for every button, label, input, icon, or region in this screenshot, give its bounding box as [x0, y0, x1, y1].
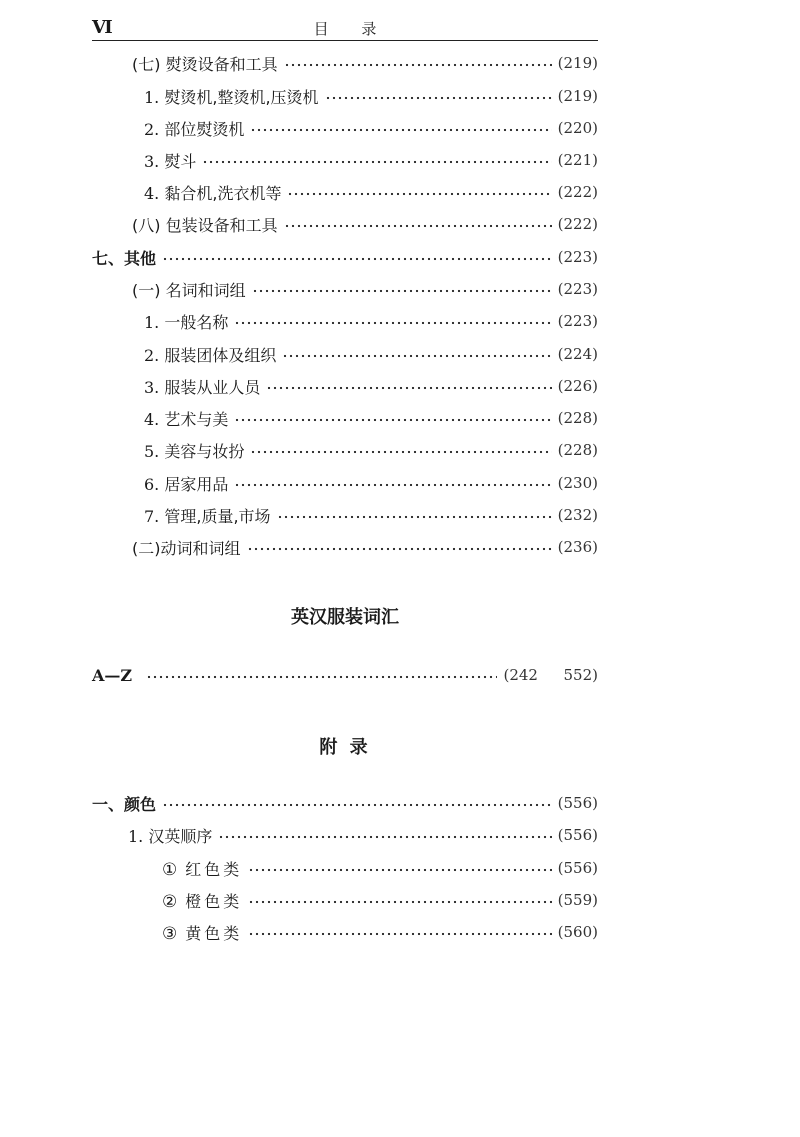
dot-leader — [284, 63, 552, 67]
dot-leader — [248, 868, 551, 872]
entry-page: (556) — [557, 794, 598, 812]
entry-page: (559) — [557, 891, 598, 909]
dot-leader — [252, 289, 552, 293]
entry-prefix: 5. — [144, 441, 160, 461]
entry-title: 黄色类 — [185, 923, 243, 943]
toc-entry[interactable] — [92, 115, 598, 141]
running-title: 目 录 — [313, 20, 391, 38]
entry-page: (222) — [557, 183, 598, 201]
toc-entry[interactable] — [92, 147, 598, 173]
entry-title: 其他 — [124, 248, 157, 268]
toc-entry[interactable] — [92, 919, 598, 945]
entry-page: (232) — [557, 506, 598, 524]
toc-entry[interactable] — [92, 211, 598, 237]
dot-leader — [287, 192, 551, 196]
page-header — [92, 16, 598, 41]
toc-entry[interactable] — [92, 887, 598, 913]
toc-entry[interactable] — [92, 502, 598, 528]
entry-title: 动词和词组 — [160, 538, 241, 558]
dot-leader — [234, 483, 551, 487]
dot-leader — [247, 547, 552, 551]
section-heading-vocabulary: 英汉服装词汇 — [291, 607, 399, 628]
entry-prefix: (七) — [132, 54, 161, 74]
entry-prefix: 3. — [144, 151, 160, 171]
entry-prefix: 七、 — [92, 248, 125, 268]
entry-title: 熨烫设备和工具 — [165, 54, 278, 74]
dot-leader — [250, 128, 551, 132]
entry-title: 橙色类 — [185, 891, 243, 911]
entry-title: 服装从业人员 — [164, 377, 261, 397]
entry-title: A—Z — [92, 665, 133, 685]
toc-entry[interactable] — [92, 822, 598, 848]
entry-title: 美容与妆扮 — [164, 441, 245, 461]
toc-entry[interactable] — [92, 534, 598, 560]
entry-title: 汉英顺序 — [148, 826, 213, 846]
entry-prefix: 6. — [144, 474, 160, 494]
dot-leader — [250, 450, 551, 454]
dot-leader — [234, 418, 551, 422]
dot-leader — [248, 900, 551, 904]
dot-leader — [202, 160, 551, 164]
entry-page: (230) — [557, 474, 598, 492]
entry-title: 熨斗 — [164, 151, 197, 171]
dot-leader — [284, 224, 552, 228]
entry-page: (560) — [557, 923, 598, 941]
entry-prefix: 4. — [144, 409, 160, 429]
entry-prefix: 1. — [128, 826, 144, 846]
toc-entry[interactable] — [92, 437, 598, 463]
entry-page: (219) — [557, 54, 598, 72]
entry-prefix: 1. — [144, 87, 160, 107]
dot-leader — [162, 257, 552, 261]
entry-page: (220) — [557, 119, 598, 137]
entry-page: (242 552) — [503, 666, 598, 684]
toc-entry[interactable] — [92, 470, 598, 496]
entry-page: (228) — [557, 409, 598, 427]
entry-prefix: 4. — [144, 183, 160, 203]
dot-leader — [266, 386, 551, 390]
entry-prefix: 2. — [144, 345, 160, 365]
entry-prefix: ② — [162, 891, 178, 912]
entry-page: (228) — [557, 441, 598, 459]
entry-prefix: (二) — [132, 538, 161, 558]
toc-entry[interactable] — [92, 244, 598, 270]
entry-title: 红色类 — [185, 859, 243, 879]
dot-leader — [218, 835, 551, 839]
entry-page: (223) — [557, 248, 598, 266]
dot-leader — [325, 96, 552, 100]
entry-page: (556) — [557, 826, 598, 844]
section-heading-appendix: 附 录 — [319, 737, 371, 758]
toc-entry[interactable] — [92, 341, 598, 367]
entry-title: 居家用品 — [164, 474, 229, 494]
dot-leader — [248, 932, 551, 936]
toc-entry[interactable] — [92, 276, 598, 302]
toc-entry[interactable] — [92, 308, 598, 334]
entry-page: (556) — [557, 859, 598, 877]
toc-entry[interactable] — [92, 662, 598, 688]
entry-page: (236) — [557, 538, 598, 556]
entry-title: 艺术与美 — [164, 409, 229, 429]
entry-prefix: (一) — [132, 280, 161, 300]
toc-entry[interactable] — [92, 50, 598, 76]
entry-title: 包装设备和工具 — [165, 215, 278, 235]
entry-page: (223) — [557, 312, 598, 330]
entry-title: 颜色 — [124, 794, 157, 814]
entry-prefix: ① — [162, 859, 178, 880]
dot-leader — [277, 515, 552, 519]
dot-leader — [162, 803, 552, 807]
entry-title: 服装团体及组织 — [164, 345, 277, 365]
entry-title: 熨烫机,整烫机,压烫机 — [164, 87, 319, 107]
entry-prefix: 2. — [144, 119, 160, 139]
entry-title: 黏合机,洗衣机等 — [164, 183, 282, 203]
page-number: Ⅵ — [92, 17, 112, 38]
entry-prefix: 一、 — [92, 794, 125, 814]
entry-prefix: (八) — [132, 215, 161, 235]
entry-title: 部位熨烫机 — [164, 119, 245, 139]
entry-page: (219) — [557, 87, 598, 105]
dot-leader — [282, 354, 551, 358]
entry-prefix: 7. — [144, 506, 160, 526]
entry-title: 管理,质量,市场 — [164, 506, 271, 526]
toc-entry[interactable] — [92, 790, 598, 816]
entry-page: (226) — [557, 377, 598, 395]
entry-page: (222) — [557, 215, 598, 233]
toc-entry[interactable] — [92, 179, 598, 205]
toc-entry[interactable] — [92, 855, 598, 881]
entry-title: 一般名称 — [164, 312, 229, 332]
entry-prefix: 3. — [144, 377, 160, 397]
entry-page: (221) — [557, 151, 598, 169]
entry-prefix: ③ — [162, 923, 178, 944]
entry-page: (224) — [557, 345, 598, 363]
dot-leader — [234, 321, 551, 325]
entry-prefix: 1. — [144, 312, 160, 332]
toc-entry[interactable] — [92, 405, 598, 431]
toc-entry[interactable] — [92, 373, 598, 399]
dot-leader — [146, 675, 497, 679]
entry-title: 名词和词组 — [165, 280, 246, 300]
entry-page: (223) — [557, 280, 598, 298]
toc-entry[interactable] — [92, 83, 598, 109]
